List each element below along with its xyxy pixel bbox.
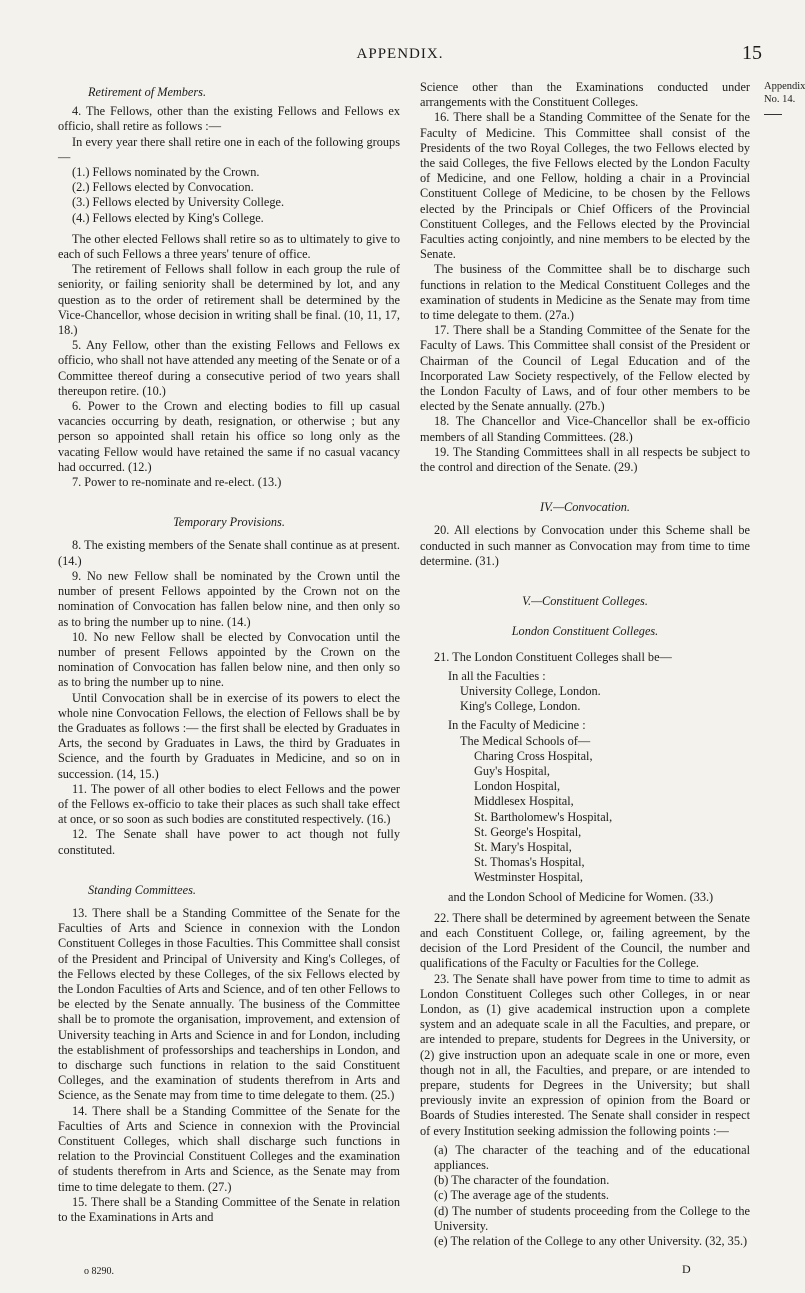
- margin-note-line1: Appendix: [764, 81, 805, 92]
- list-item: St. Bartholomew's Hospital,: [474, 809, 613, 824]
- list-item: St. George's Hospital,: [474, 824, 582, 839]
- para-15b: Science other than the Examinations conducted under arrangements with the Constituent Colleges.: [420, 80, 750, 110]
- groups-list: [72, 165, 400, 226]
- list-item: (d) The number of students proceeding from the College to the University.: [434, 1203, 750, 1233]
- heading-london: London Constituent Colleges.: [511, 624, 659, 639]
- para-8: 8. The existing members of the Senate shall continue as at present. (14.): [58, 538, 400, 568]
- college-kcl: King's College, London.: [460, 699, 581, 714]
- para-10: 10. No new Fellow shall be elected by Convocation until the number of present Fellows appointed by the Crown on the nomination of Convocation has fallen below nine, and then only so as to bring the number up to nine.: [58, 629, 400, 690]
- para-20: 20. All elections by Convocation under this Scheme shall be conducted in such manner as Convocation may from time to time determine. (31.): [420, 523, 750, 568]
- para-21: 21. The London Constituent Colleges shall be—: [434, 649, 672, 664]
- list-item: (c) The average age of the students.: [434, 1188, 609, 1203]
- list-item: London Hospital,: [474, 779, 561, 794]
- left-column: [58, 80, 400, 1225]
- medical-schools-label: The Medical Schools of—: [460, 733, 591, 748]
- heading-convocation: IV.—Convocation.: [540, 500, 630, 515]
- para-5: 5. Any Fellow, other than the existing Fellows and Fellows ex officio, who shall not have attended any meeting of the Senate or of a Committee thereof during a consecutive period of two years shall thereupon retire. (10.): [58, 338, 400, 398]
- para-17: 17. There shall be a Standing Committee of the Senate for the Faculty of Laws. This Committee shall consist of the President or Chairman of the Council of Legal Education and of the Incorporated Law Society respectively, of the Fellow elected by the London Faculty of Laws, and of four other members to be elected by the Senate annually. (27b.): [420, 323, 750, 414]
- group-2: (2.) Fellows elected by Convocation.: [72, 180, 254, 195]
- para-4d: The retirement of Fellows shall follow in each group the rule of seniority, or failing seniority shall be determined by lot, and any question as to the order of retirement shall be determined by the Vice-Chancellor, whose decision in writing shall be final. (10, 11, 17, 18.): [58, 262, 400, 338]
- para-9: 9. No new Fellow shall be nominated by the Crown until the number of present Fellows appointed by the Crown not on the nomination of Convocation has fallen below nine, and then only so as to bring the number up to nine. (14.): [58, 568, 400, 629]
- list-item: Guy's Hospital,: [474, 763, 550, 778]
- para-13: 13. There shall be a Standing Committee of the Senate for the Faculties of Arts and Science in connexion with the London Constituent Colleges in those Faculties. This Committee shall consist of the President and Principal of University and King's Colleges, of the Fellows elected by these Colleges, of the six Fellows elected by the London Faculties of Arts and Science, and of ten other Fellows to be elected by the Senate annually. The business of the Committee shall be to promote the organisation, improvement, and extension of University teaching in Arts and Science in and for London, including the establishment of professorships and teacherships in London, and to discharge such functions in relation to the said Constituent Colleges, and the examination of students therefrom in Arts and Science, as the Senate may from time to time delegate to them. (25.): [58, 905, 400, 1103]
- para-23: 23. The Senate shall have power from time to time to admit as London Constituent Colleges such other Colleges, in or near London, as (1) give academical instruction upon a complete system and an adequate scale in all the Faculties, and prepare, or are intended to prepare, students for Degrees in the University, or (2) give instruction upon an adequate scale in one or more, even though not in all, the Faculties, and prepare, or are intended to prepare, students for Degrees in the University; but shall previously invite an expression of opinion from the Board or Boards of Studies interested. The Senate shall consider in respect of every Institution seeking admission the following points :—: [420, 971, 750, 1138]
- para-15: 15. There shall be a Standing Committee of the Senate in relation to the Examinations in Arts and: [58, 1194, 400, 1225]
- all-faculties-label: In all the Faculties :: [448, 668, 546, 683]
- faculty-medicine-label: In the Faculty of Medicine :: [448, 718, 586, 733]
- college-ucl: University College, London.: [460, 683, 601, 698]
- para-21b: and the London School of Medicine for Women. (33.): [448, 889, 714, 904]
- list-item: (a) The character of the teaching and of the educational appliances.: [434, 1142, 750, 1172]
- para-19: 19. The Standing Committees shall in all respects be subject to the control and direction of the Senate. (29.): [420, 444, 750, 475]
- right-column: [420, 80, 750, 1249]
- para-4c: The other elected Fellows shall retire so as to ultimately to give to each of such Fellows a three years' tenure of office.: [58, 231, 400, 262]
- group-1: (1.) Fellows nominated by the Crown.: [72, 165, 260, 180]
- para-11: 11. The power of all other bodies to elect Fellows and the power of the Fellows ex-officio to take their places as such shall take effect at once, or so soon as such bodies are constituted respectively. (16.): [58, 781, 400, 827]
- list-item: (b) The character of the foundation.: [434, 1173, 610, 1188]
- group-3: (3.) Fellows elected by University College.: [72, 195, 285, 210]
- margin-dash: [764, 114, 782, 115]
- para-22: 22. There shall be determined by agreement between the Senate and each Constituent College, or, failing agreement, by the decision of the Lord President of the Council, the number and qualifications of the Faculty or Faculties for the College.: [420, 910, 750, 971]
- points-list: [434, 1143, 750, 1249]
- para-16: 16. There shall be a Standing Committee of the Senate for the Faculty of Medicine. This Committee shall consist of the Presidents of the two Royal Colleges, the two Fellows elected by the said Colleges, the five Fellows elected by the London Faculty of Medicine, and one Fellow, holding a chair in a Provincial Constituent College of Medicine, to be chosen by the Fellows elected by the Principals or Chief Officers of the Provincial Constituent Colleges, and the Fellows elected by the Provincial Faculties acting conjointly, and nine members to be elected by the Senate.: [420, 110, 750, 262]
- para-16b: The business of the Committee shall be to discharge such functions in relation to the Medical Constituent Colleges and the examination of students in Medicine as the Senate may from time to time delegate to them. (27a.): [420, 262, 750, 323]
- heading-temporary: Temporary Provisions.: [173, 515, 285, 530]
- list-item: Charing Cross Hospital,: [474, 748, 593, 763]
- heading-constituent: V.—Constituent Colleges.: [522, 594, 648, 609]
- list-item: St. Mary's Hospital,: [474, 839, 572, 854]
- list-item: Middlesex Hospital,: [474, 794, 574, 809]
- heading-standing: Standing Committees.: [88, 882, 196, 897]
- group-4: (4.) Fellows elected by King's College.: [72, 210, 264, 225]
- para-12: 12. The Senate shall have power to act though not fully constituted.: [58, 827, 400, 857]
- para-10b: Until Convocation shall be in exercise of its powers to elect the whole nine Convocation Fellows, the election of Fellows shall be by the Graduates as follows :— the first shall be elected by Graduates in Arts, the second by Graduates in Laws, the third by Graduates in Science, and the fourth by Graduates in Medicine, and so on in succession. (14, 15.): [58, 690, 400, 781]
- page-header: [0, 42, 800, 66]
- page-number: 15: [742, 42, 762, 64]
- margin-note-line2: No. 14.: [764, 94, 796, 105]
- heading-retirement: Retirement of Members.: [88, 85, 207, 99]
- para-4b: In every year there shall retire one in each of the following groups—: [58, 134, 400, 164]
- para-7: 7. Power to re-nominate and re-elect. (13.): [72, 475, 282, 490]
- list-item: St. Thomas's Hospital,: [474, 855, 585, 870]
- para-4: 4. The Fellows, other than the existing Fellows and Fellows ex officio, shall retire as follows :—: [58, 104, 400, 134]
- running-title: APPENDIX.: [356, 46, 444, 62]
- para-18: 18. The Chancellor and Vice-Chancellor shall be ex-officio members of all Standing Committees. (28.): [420, 414, 750, 444]
- para-6: 6. Power to the Crown and electing bodies to fill up casual vacancies occurring by death, resignation, or otherwise ; but any person so appointed shall retain his office so long only as the vacating Fellow would have retained the same if no casual vacancy had occurred. (12.): [58, 399, 400, 474]
- printer-mark: o 8290.: [84, 1266, 114, 1277]
- para-14: 14. There shall be a Standing Committee of the Senate for the Faculties of Arts and Science in connexion with the Provincial Constituent Colleges, which shall discharge such functions in relation to the Provincial Constituent Colleges and the examination of students therefrom in Arts and Science, as the Senate may from time to time delegate to them. (27.): [58, 1103, 400, 1194]
- margin-note: [764, 80, 805, 115]
- list-item: (e) The relation of the College to any other University. (32, 35.): [434, 1234, 748, 1249]
- signature-mark: D: [682, 1262, 691, 1276]
- hospital-list: [474, 749, 750, 886]
- list-item: Westminster Hospital,: [474, 870, 583, 885]
